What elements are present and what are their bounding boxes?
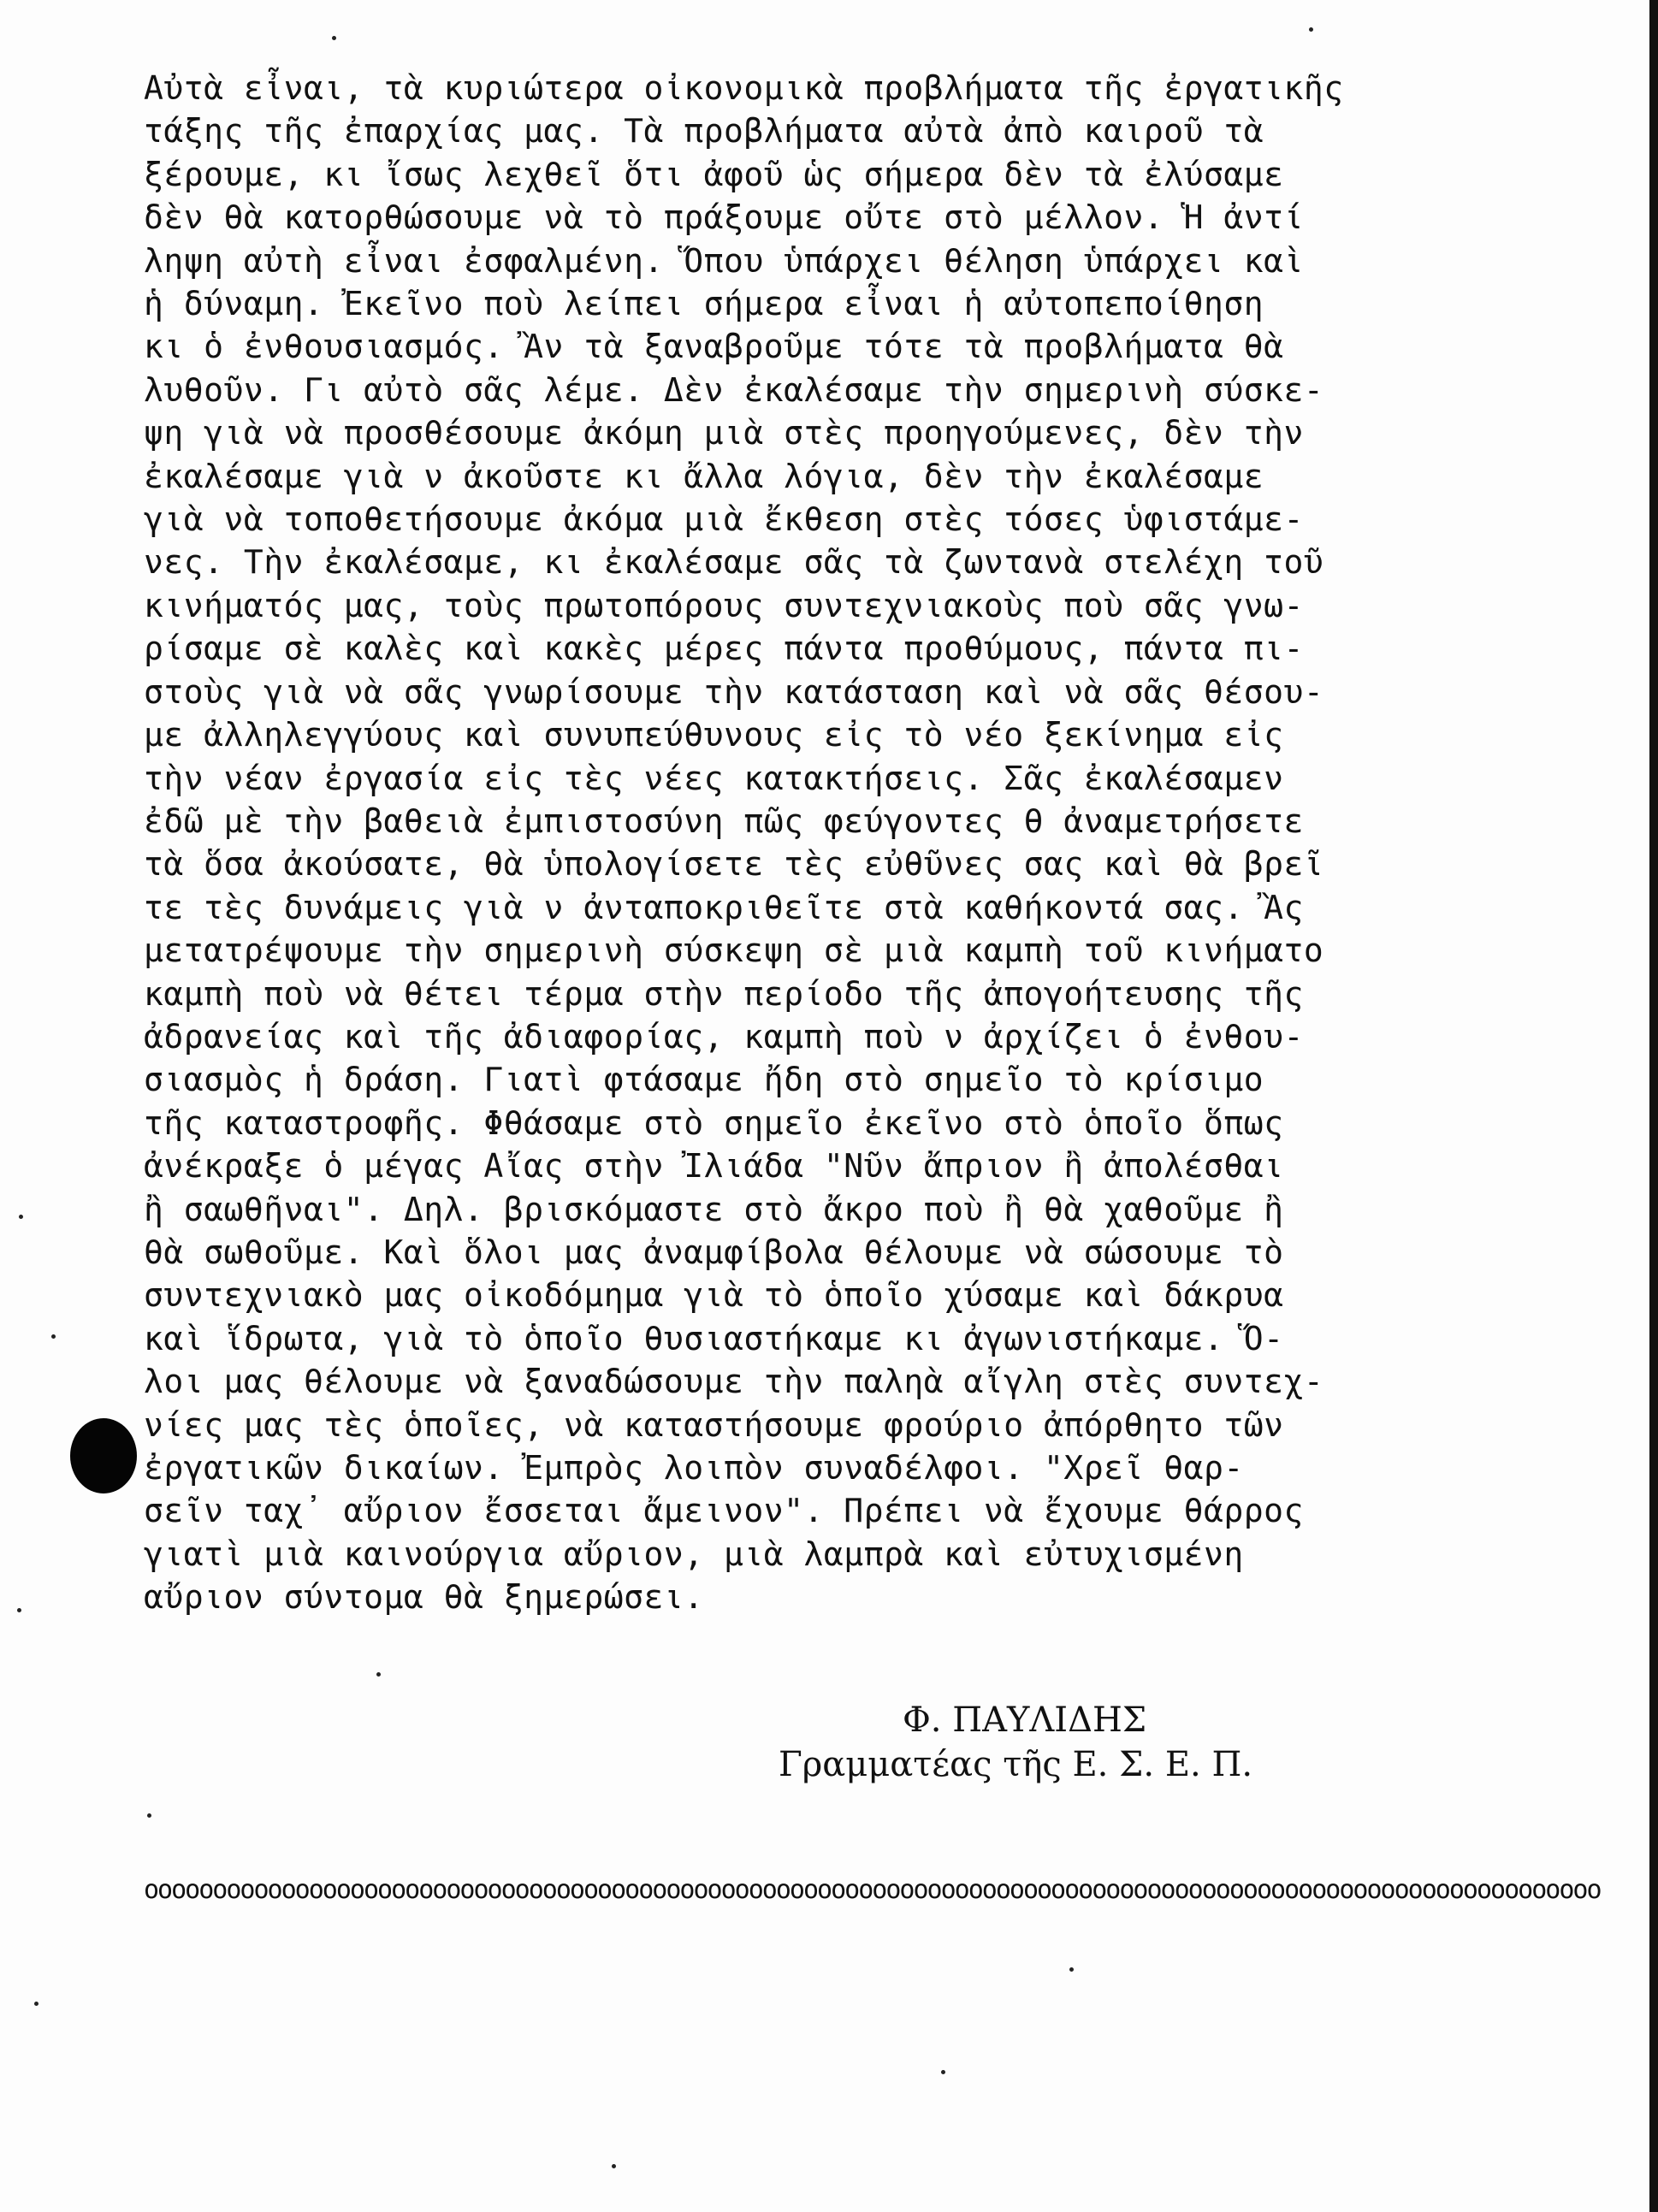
body-line: ἀνέκραξε ὁ μέγας Αἴας στὴν Ἰλιάδα "Νῦν ἄπριον ἢ ἀπολέσθαι [144,1147,1284,1186]
body-line: τάξης τῆς ἐπαρχίας μας. Τὰ προβλήματα αὐτὰ ἀπὸ καιροῦ τὰ [144,112,1264,151]
body-line: τὰ ὅσα ἀκούσατε, θὰ ὑπολογίσετε τὲς εὐθῦνες σας καὶ θὰ βρεῖ [144,845,1324,884]
body-line: στοὺς γιὰ νὰ σᾶς γνωρίσουμε τὴν κατάσταση καὶ νὰ σᾶς θέσου- [144,672,1324,711]
scan-speck [612,2164,616,2168]
body-line: ρίσαμε σὲ καλὲς καὶ κακὲς μέρες πάντα προθύμους, πάντα πι- [144,630,1304,668]
signature-name: Φ. ΠΑΥΛΙΔΗΣ [903,1700,1147,1740]
body-line: θὰ σωθοῦμε. Καὶ ὅλοι μας ἀναμφίβολα θέλουμε νὰ σώσουμε τὸ [144,1233,1284,1271]
body-line: σιασμὸς ἡ δράση. Γιατὶ φτάσαμε ἤδη στὸ σημεῖο τὸ κρίσιμο [144,1061,1264,1099]
body-line: ψη γιὰ νὰ προσθέσουμε ἀκόμη μιὰ στὲς προηγούμενες, δὲν τὴν [144,414,1304,452]
body-line: ξέρουμε, κι ἴσως λεχθεῖ ὅτι ἀφοῦ ὡς σήμερα δὲν τὰ ἐλύσαμε [144,155,1284,193]
scan-speck [1309,27,1313,32]
body-line: ἢ σαωθῆναι". Δηλ. βρισκόμαστε στὸ ἄκρο ποὺ ἢ θὰ χαθοῦμε ἢ [144,1190,1284,1228]
body-line: τῆς καταστροφῆς. Φθάσαμε στὸ σημεῖο ἐκεῖνο στὸ ὁποῖο ὅπως [144,1103,1284,1142]
signature-block [779,1698,1252,1787]
body-line: Αὐτὰ εἶναι, τὰ κυριώτερα οἰκονομικὰ προβλήματα τῆς ἐργατικῆς [144,69,1344,107]
body-line: κι ὁ ἐνθουσιασμός. Ἂν τὰ ξαναβροῦμε τότε τὰ προβλήματα θὰ [144,328,1284,366]
body-line: λυθοῦν. Γι αὐτὸ σᾶς λέμε. Δὲν ἐκαλέσαμε τὴν σημερινὴ σύσκε- [144,370,1324,409]
body-line: ληψη αὐτὴ εἶναι ἐσφαλμένη. Ὅπου ὑπάρχει θέληση ὑπάρχει καὶ [144,241,1304,280]
body-line: γιατὶ μιὰ καινούργια αὔριον, μιὰ λαμπρὰ καὶ εὐτυχισμένη [144,1535,1244,1573]
body-line: νίες μας τὲς ὁποῖες, νὰ καταστήσουμε φρούριο ἀπόρθητο τῶν [144,1405,1284,1444]
scan-speck [941,2070,945,2074]
scan-speck [19,1215,23,1219]
body-line: καμπὴ ποὺ νὰ θέτει τέρμα στὴν περίοδο τῆς ἀπογοήτευσης τῆς [144,974,1304,1013]
body-line: κινήματός μας, τοὺς πρωτοπόρους συντεχνιακοὺς ποὺ σᾶς γνω- [144,586,1304,624]
scan-speck [17,1608,21,1612]
body-line: καὶ ἵδρωτα, γιὰ τὸ ὁποῖο θυσιαστήκαμε κι ἀγωνιστήκαμε. Ὅ- [144,1319,1284,1357]
scan-speck [51,1334,56,1339]
body-line: σεῖν ταχ᾽ αὔριον ἔσσεται ἄμεινον". Πρέπει νὰ ἔχουμε θάρρος [144,1492,1304,1530]
punch-hole [70,1418,137,1493]
body-line: ἡ δύναμη. Ἐκεῖνο ποὺ λείπει σήμερα εἶναι ἡ αὐτοπεποίθηση [144,285,1264,323]
body-line: δὲν θὰ κατορθώσουμε νὰ τὸ πράξουμε οὔτε στὸ μέλλον. Ἡ ἀντί [144,198,1304,237]
body-line: ἐδῶ μὲ τὴν βαθειὰ ἐμπιστοσύνη πῶς φεύγοντες θ ἀναμετρήσετε [144,801,1304,840]
body-line: γιὰ νὰ τοποθετήσουμε ἀκόμα μιὰ ἔκθεση στὲς τόσες ὑφιστάμε- [144,500,1304,539]
scan-speck [1069,1967,1074,1972]
body-line: ἀδρανείας καὶ τῆς ἀδιαφορίας, καμπὴ ποὺ ν ἀρχίζει ὁ ἐνθου- [144,1017,1304,1056]
body-line: λοι μας θέλουμε νὰ ξαναδώσουμε τὴν παληὰ αἴγλη στὲς συντεχ- [144,1363,1324,1401]
body-line: τε τὲς δυνάμεις γιὰ ν ἀνταποκριθεῖτε στὰ καθήκοντά σας. Ἂς [144,888,1304,926]
body-line: ἐκαλέσαμε γιὰ ν ἀκοῦστε κι ἄλλα λόγια, δὲν τὴν ἐκαλέσαμε [144,457,1264,495]
body-line: συντεχνιακὸ μας οἰκοδόμημα γιὰ τὸ ὁποῖο χύσαμε καὶ δάκρυα [144,1276,1284,1315]
body-line: μετατρέψουμε τὴν σημερινὴ σύσκεψη σὲ μιὰ καμπὴ τοῦ κινήματο [144,932,1324,970]
scan-speck [34,2002,38,2006]
body-line: αὔριον σύντομα θὰ ξημερώσει. [144,1578,704,1617]
scan-speck [376,1672,381,1677]
body-line: νες. Τὴν ἐκαλέσαμε, κι ἐκαλέσαμε σᾶς τὰ ζωντανὰ στελέχη τοῦ [144,543,1324,582]
page-edge-shadow [1649,0,1658,2212]
decorative-divider: oooooooooooooooooooooooooooooooooooooooooooooooooooooooooooooooooooooooooooooooooooooooooooooooooooooooooo [144,1878,1601,1902]
letter-body [144,67,1615,1619]
body-line: με ἀλληλεγγύους καὶ συνυπεύθυνους εἰς τὸ νέο ξεκίνημα εἰς [144,716,1284,754]
body-line: τὴν νέαν ἐργασία εἰς τὲς νέες κατακτήσεις. Σᾶς ἐκαλέσαμεν [144,759,1284,797]
scan-speck [332,36,336,40]
body-line: ἐργατικῶν δικαίων. Ἐμπρὸς λοιπὸν συναδέλφοι. "Χρεῖ θαρ- [144,1449,1244,1487]
scan-speck [147,1813,151,1818]
signature-title: Γραμματέας τῆς Ε. Σ. Ε. Π. [779,1745,1253,1784]
